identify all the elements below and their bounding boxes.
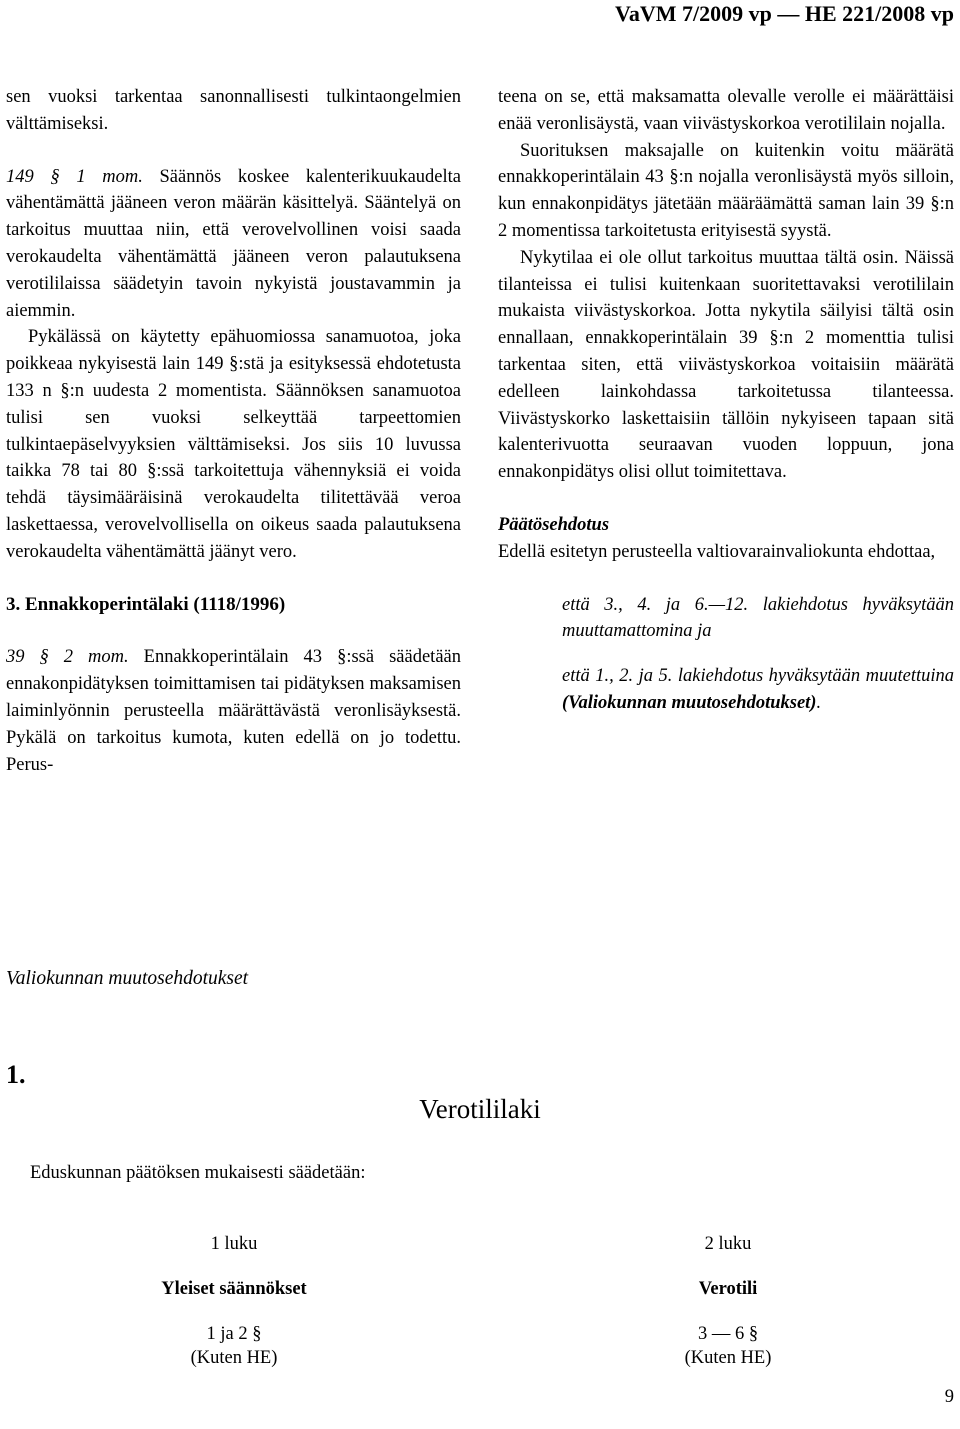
paragraph-text: Ennakkoperintälain 43 §:ssä säädetään ennakonpidätyksen toimittamisen tai pidätyksen maksamisen laiminlyönnin perusteella määrättävästä veronlisäyksestä. Pykälä on tarkoitus kumota, kuten edellä on jo todettu. Perus- [6, 647, 461, 775]
proposal-heading: Päätösehdotus [498, 514, 610, 535]
paragraph: Nykytilaa ei ole ollut tarkoitus muuttaa tältä osin. Näissä tilanteissa ei tulisi kuitenkaan suoritettavaksi verotililain mukaista viivästyskorkoa. Jotta nykytila säilyisi tältä osin ennallaan, ennakkoperintälain 39 §:n 2 momenttia tulisi tarkentaa siten, että viivästyskorkoa voitaisiin määrätä edelleen lainkohdassa tarkoitetussa tilanteessa. Viivästyskorko laskettaisiin tällöin nykyiseen tapaan sitä kalenterivuotta seuraavan vuoden loppuun, jona ennakonpidätys olisi ollut toimitettava. [498, 247, 954, 483]
chapter-note: (Kuten HE) [684, 1348, 772, 1368]
proposal-item [498, 663, 954, 717]
chapter-note: (Kuten HE) [190, 1348, 278, 1368]
proposal-item: että 3., 4. ja 6.—12. lakiehdotus hyväksytään muuttamattomina ja [562, 594, 954, 642]
proposal-emphasis: (Valiokunnan muutosehdotukset) [562, 692, 817, 713]
section-heading: 3. Ennakkoperintälaki (1118/1996) [6, 593, 286, 615]
right-column [498, 84, 954, 717]
left-column [6, 84, 461, 778]
chapter-sections: 3 — 6 § [697, 1324, 759, 1344]
chapter-number: 2 luku [704, 1234, 752, 1254]
amendments-heading: Valiokunnan muutosehdotukset [6, 968, 249, 989]
paragraph: Pykälässä on käytetty epähuomiossa sanamuotoa, joka poikkeaa nykyisestä lain 149 §:stä ja esityksessä ehdotetusta 133 n §:n uudesta 2 momentista. Säännöksen sanamuotoa tulisi sen vuoksi selkeyttää tarpeettomien tulkintaepäselvyyksien välttämiseksi. Jos siis 10 luvussa taikka 78 tai 80 §:ssä tarkoitettuja vähennyksiä ei voida tehdä täysimääräisinä verokaudelta tilitettävää veroa laskettaessa, verovelvollisella on oikeus saada palautuksena verokaudelta vähentämättä jäänyt vero. [6, 327, 461, 562]
chapter-block [578, 1232, 878, 1370]
proposal-intro: Edellä esitetyn perusteella valtiovarainvaliokunta ehdottaa, [498, 541, 936, 562]
page-number: 9 [944, 1387, 954, 1407]
running-title: VaVM 7/2009 vp — HE 221/2008 vp [614, 1, 954, 26]
proposal-end: . [816, 692, 822, 713]
section-reference: 39 § 2 mom. [6, 647, 129, 668]
item-number: 1. [6, 1060, 26, 1089]
chapter-number: 1 luku [210, 1234, 258, 1254]
chapter-title: Yleiset säännökset [161, 1279, 307, 1299]
chapter-title: Verotili [698, 1279, 758, 1299]
enacting-clause: Eduskunnan päätöksen mukaisesti säädetään: [30, 1163, 366, 1183]
chapter-block [84, 1232, 384, 1370]
paragraph [6, 644, 461, 778]
section-reference: 149 § 1 mom. [6, 166, 143, 187]
paragraph [6, 164, 461, 325]
paragraph: Suorituksen maksajalle on kuitenkin voitu määrätä ennakkoperintälain 43 §:n nojalla veronlisäystä myös silloin, kun ennakonpidätys jätetään määräämättä saman lain 39 §:n 2 momentissa tarkoitetusta erityisestä syystä. [498, 140, 954, 241]
paragraph: teena on se, että maksamatta olevalle verolle ei määrättäisi enää veronlisäystä, vaan viivästyskorkoa verotililain nojalla. [498, 87, 954, 134]
proposal-text: että 1., 2. ja 5. lakiehdotus hyväksytään muutettuina [562, 666, 954, 687]
paragraph: sen vuoksi tarkentaa sanonnallisesti tulkintaongelmien välttämiseksi. [6, 87, 461, 134]
paragraph-text: Säännös koskee kalenterikuukaudelta vähentämättä jääneen veron määrän käsittelyä. Sääntelyä on tarkoitus muuttaa niin, että verovelvollinen voisi saada verokaudelta vähentämättä jääneen veron palautuksena verotililaissa säädetyin tavoin nykyistä joustavammin ja aiemmin. [6, 166, 461, 321]
chapter-sections: 1 ja 2 § [206, 1324, 262, 1344]
law-title: Verotililaki [419, 1094, 541, 1124]
